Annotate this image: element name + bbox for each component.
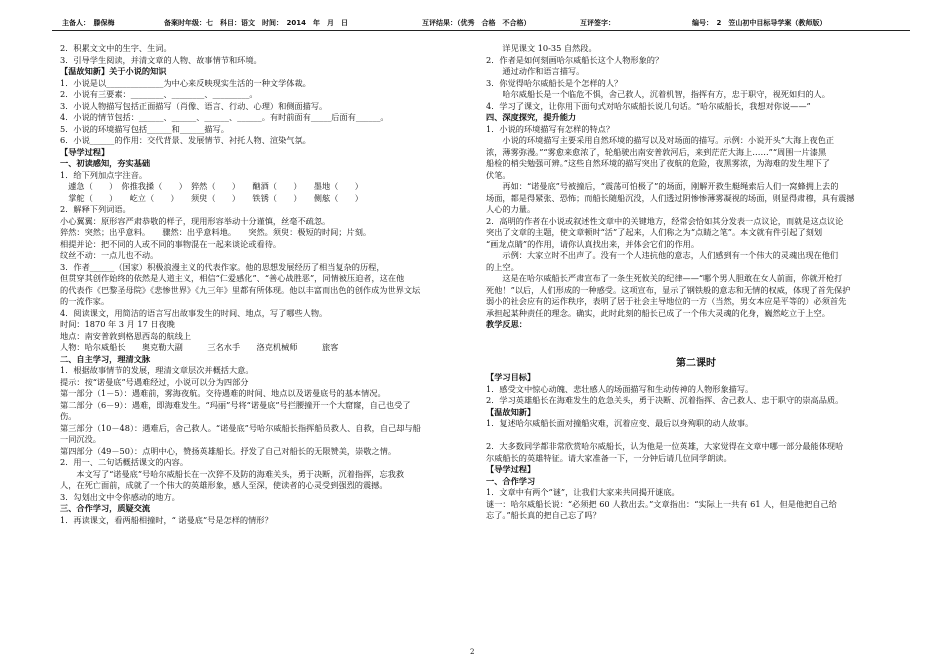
- right-line: 【导学过程】: [486, 464, 536, 474]
- right-line: 1．复述哈尔威船长面对撞船灾难，沉着应变、最后以身殉职的动人故事。: [486, 418, 754, 428]
- right-line: 场面，都是得紧张、恐怖；而船长随船沉没，人们透过阴惨惨薄雾凝视的场面，则显得肃穆，具有震撼: [486, 192, 855, 203]
- left-line: 6．小说______的作用：交代背景、发展情节、衬托人物、渲染气氛。: [60, 135, 311, 145]
- header-result: 互评结果：（优秀 合格 不合格）: [422, 19, 531, 27]
- right-line: 教学反思：: [486, 319, 527, 329]
- left-line: 1．给下列加点字注音。: [60, 169, 148, 180]
- right-line: 示例：大家立时不出声了。没有一个人违抗他的意志，人们感到有一个伟大的灵魂出现在他们: [486, 250, 839, 260]
- left-line: 但贯穿其创作始终的依然是人道主义，相信“仁爱感化”、“善心战胜恶”，同情被压迫者，这在他: [60, 273, 405, 283]
- right-line: 1．小说的环境描写有怎样的特点？: [486, 123, 615, 134]
- left-line: 地点：南安普敦到格恩西岛的航线上: [60, 330, 192, 341]
- left-line: 的代表作《巴黎圣母院》《悲惨世界》《九三年》里都有所体现。他以丰富而出色的创作成为世界文坛: [60, 284, 421, 295]
- left-line: 人物：哈尔威船长 奥克勒大副 三名水手 洛克机械师 旅客: [60, 342, 339, 352]
- left-line: 三、合作学习，质疑交流: [60, 503, 151, 513]
- right-line: 3．你觉得哈尔威船长是个怎样的人？: [486, 77, 623, 88]
- right-line: 1．文章中有两个“谜”，让我们大家来共同揭开谜底。: [486, 487, 680, 497]
- right-line: [486, 331, 906, 343]
- page-header: [52, 16, 910, 31]
- left-line: 3．勾划出文中令你感动的地方。: [60, 491, 180, 502]
- right-line: 突出了文章的主题，使文章顿时“活”了起来，人们称之为“点睛之笔”。本文就有件引起了刻划: [486, 227, 823, 237]
- right-line: 小说的环境描写主要采用自然环境的描写以及对场面的描写。示例：小说开头“大海上夜色正: [486, 135, 835, 145]
- header-sign: 互评签字：: [580, 19, 615, 27]
- left-line: 3．小说人物描写包括正面描写（肖像、语言、行动、心理）和侧面描写。: [60, 100, 328, 111]
- right-line: 详见课文 10-35 自然段。: [486, 43, 597, 53]
- right-line: 2．高明的作者在小说或叙述性文章中的关键地方，经常会恰如其分发表一点议论，而就是这点议论: [486, 215, 844, 226]
- right-line: 2．作者是如何刻画哈尔威船长这个人物形象的？: [486, 54, 664, 65]
- left-line: 的一流作家。: [60, 296, 110, 306]
- left-line: 时间：1870 年 3 月 17 日夜晚: [60, 319, 175, 329]
- left-line: 第一部分（1－5）：遇难前，雾海夜航。交待遇难的时间、地点以及诺曼底号的基本情况。: [60, 388, 386, 398]
- left-line: 伤。: [60, 411, 77, 421]
- right-line: 一、合作学习: [486, 475, 536, 486]
- right-line: 再如：“诺曼底”号被撞后，“震荡可怕极了”的场面，刚解开救生艇绳索后人们一窝蜂拥上去的: [486, 181, 839, 191]
- left-line: 1．小说是以______________为中心来反映现实生活的一种文学体裁。: [60, 77, 311, 88]
- left-line: 第二部分（6－9）：遇难，即海难发生。“玛丽”号将“诺曼底”号拦腰撞开一个大窟窿，自己也受了: [60, 399, 411, 410]
- left-line: 二、自主学习，理清文脉: [60, 353, 151, 364]
- right-line: 谜一：哈尔威船长说：“必须把 60 人救出去。”文章指出：“实际上一共有 61 人，但是他把自己给: [486, 498, 837, 509]
- left-line: 3．引导学生阅读，并清文章的人物、故事情节和环境。: [60, 54, 262, 65]
- left-line: 1．再读课文，看两船相撞时，“ 诺曼底”号是怎样的情形？: [60, 514, 273, 525]
- left-line: 5．小说的环境描写包括______和______描写。: [60, 123, 229, 134]
- left-line: 猝然：突然；出乎意料。 骤然：出乎意料地。 突然。须臾：极短的时间；片刻。: [60, 227, 372, 237]
- right-column: [486, 43, 906, 522]
- left-line: 人，在死亡面前，成就了一个伟大的英雄形象，感人至深，使读者的心灵受到强烈的震撼。: [60, 480, 388, 490]
- left-line: 一、初读感知，夯实基础: [60, 158, 151, 168]
- right-line: 浓，薄雾弥漫。”“雾愈来愈浓了，轮船驶出南安普敦河后，来到茫茫大海上……”“周围一片漆黑: [486, 146, 827, 157]
- left-line: 1．根据故事情节的发展，理清文章层次并概括大意。: [60, 365, 254, 375]
- left-line: 提示：按“诺曼底”号遇难经过，小说可以分为四部分: [60, 376, 249, 387]
- right-line: 尔威船长的英雄特征。请大家准备一下，一分钟后请几位同学朗读。: [486, 452, 732, 463]
- left-line: 2．积累文文中的生字、生词。: [60, 43, 172, 53]
- left-line: 纹丝不动：一点儿也不动。: [60, 250, 159, 260]
- page-number: 2: [470, 648, 475, 656]
- left-line: 【导学过程】: [60, 146, 110, 157]
- right-line: 船检的梢尖勉强可辨。”这些自然环境的描写突出了夜航的危险，夜黑雾浓，为海难的发生埋下了: [486, 158, 830, 168]
- left-line: 第三部分（10－48）：遇难后，舍己救人。“诺曼底”号哈尔威船长指挥船员救人、自救，自己却与船: [60, 422, 421, 433]
- right-line: 死他！”以后，人们形成的一种感受。这项宣布，显示了钢铁般的意志和无情的权威，体现了首先保护: [486, 284, 851, 295]
- left-line: 本文写了“诺曼底”号哈尔威船长在一次猝不及防的海难关头，勇于决断，沉着指挥，忘我救: [60, 468, 405, 479]
- left-line: 相提并论：把不同的人或不同的事物混在一起来谈论或看待。: [60, 238, 282, 249]
- header-writer: 主备人： 滕保梅: [62, 19, 115, 27]
- left-line: 小心翼翼：原形容严肃恭敬的样子，现用形容举动十分谨慎，丝毫不疏忽。: [60, 215, 331, 226]
- left-line: 4．小说的情节包括：______、______、______、______。有时前面有_____后面有______。: [60, 112, 389, 122]
- left-line: 掌舵（ ） 屹立（ ） 须臾（ ） 铁锈（ ） 侧舷（ ）: [60, 192, 363, 203]
- header-grade: 备案时年级：七 科目：语文 时间： 2014 年 月 日: [164, 19, 348, 27]
- left-line: 2．小说有三要素：________、________、_________。: [60, 89, 258, 99]
- left-line: 3．作者______（国家）积极浪漫主义的代表作家。他的思想发展经历了相当复杂的历程，: [60, 261, 385, 272]
- left-line: 4．阅读课文，用简洁的语言写出故事发生的时间、地点，写了哪些人物。: [60, 307, 328, 318]
- right-line: 2．大多数同学都非常欣赏哈尔威船长，认为他是一位英雄，大家觉得在文章中哪一部分最能体现哈: [486, 441, 844, 451]
- left-line: 遽急（ ） 你推我搡（ ） 猝然（ ） 酗酒（ ） 墨地（ ）: [60, 181, 363, 191]
- header-code: 编号： 2 笠山初中目标导学案（教师版）: [692, 19, 827, 27]
- right-line: 承担起某种责任的理念。确实，此时此刻的船长已成了一个伟大灵魂的化身，巍然屹立于上空。: [486, 307, 830, 318]
- right-line: 2．学习英雄船长在海难发生的危急关头，勇于决断、沉着指挥、舍己救人、忠于职守的崇高品质。: [486, 395, 844, 405]
- right-line: 这是在哈尔威船长严肃宣布了一条生死攸关的纪律——“哪个男人胆敢在女人前面，你就开枪打: [486, 273, 843, 283]
- right-line: [486, 342, 906, 354]
- left-line: 一同沉没。: [60, 434, 101, 444]
- left-line: 2．用一、二句话概括课文的内容。: [60, 457, 189, 467]
- right-line: 伏笔。: [486, 169, 511, 180]
- right-line: 的上空。: [486, 261, 519, 272]
- left-line: 【温故知新】关于小说的知识: [60, 66, 167, 76]
- right-line: 忘了。”船长真的把自己忘了吗？: [486, 510, 601, 520]
- left-line: 第四部分（49－50）：点明中心，赞扬英雄船长。抒发了自己对船长的无限赞美，崇敬之情。: [60, 445, 397, 456]
- right-line: 弱小的社会应有的运作秩序，表明了居于社会主导地位的一方（当然，男女本应是平等的）必须首先: [486, 296, 847, 306]
- right-line: 人心的力量。: [486, 204, 536, 214]
- right-line: 【温故知新】: [486, 406, 536, 417]
- right-line: [486, 430, 906, 442]
- left-column: [60, 43, 460, 526]
- right-line: 四、深度探究，提升能力: [486, 112, 577, 122]
- right-line: “画龙点睛”的作用，请你认真找出来，并体会它们的作用。: [486, 238, 700, 249]
- right-line: 4．学习了课文，让你用下面句式对哈尔威船长说几句话。“哈尔威船长，我想对你说——”: [486, 100, 811, 111]
- right-line: 【学习目标】: [486, 372, 536, 382]
- right-line: 1．感受文中惊心动魄、悲壮感人的场面描写和生动传神的人物形象描写。: [486, 383, 754, 394]
- right-line: 第二课时: [676, 357, 716, 369]
- left-line: 2．解释下列词语。: [60, 204, 131, 214]
- right-line: 通过动作和语言描写。: [486, 66, 585, 76]
- right-line: 哈尔威船长是一个临危不惧，舍己救人，沉着机智，指挥有方，忠于职守，视死如归的人。: [486, 89, 830, 99]
